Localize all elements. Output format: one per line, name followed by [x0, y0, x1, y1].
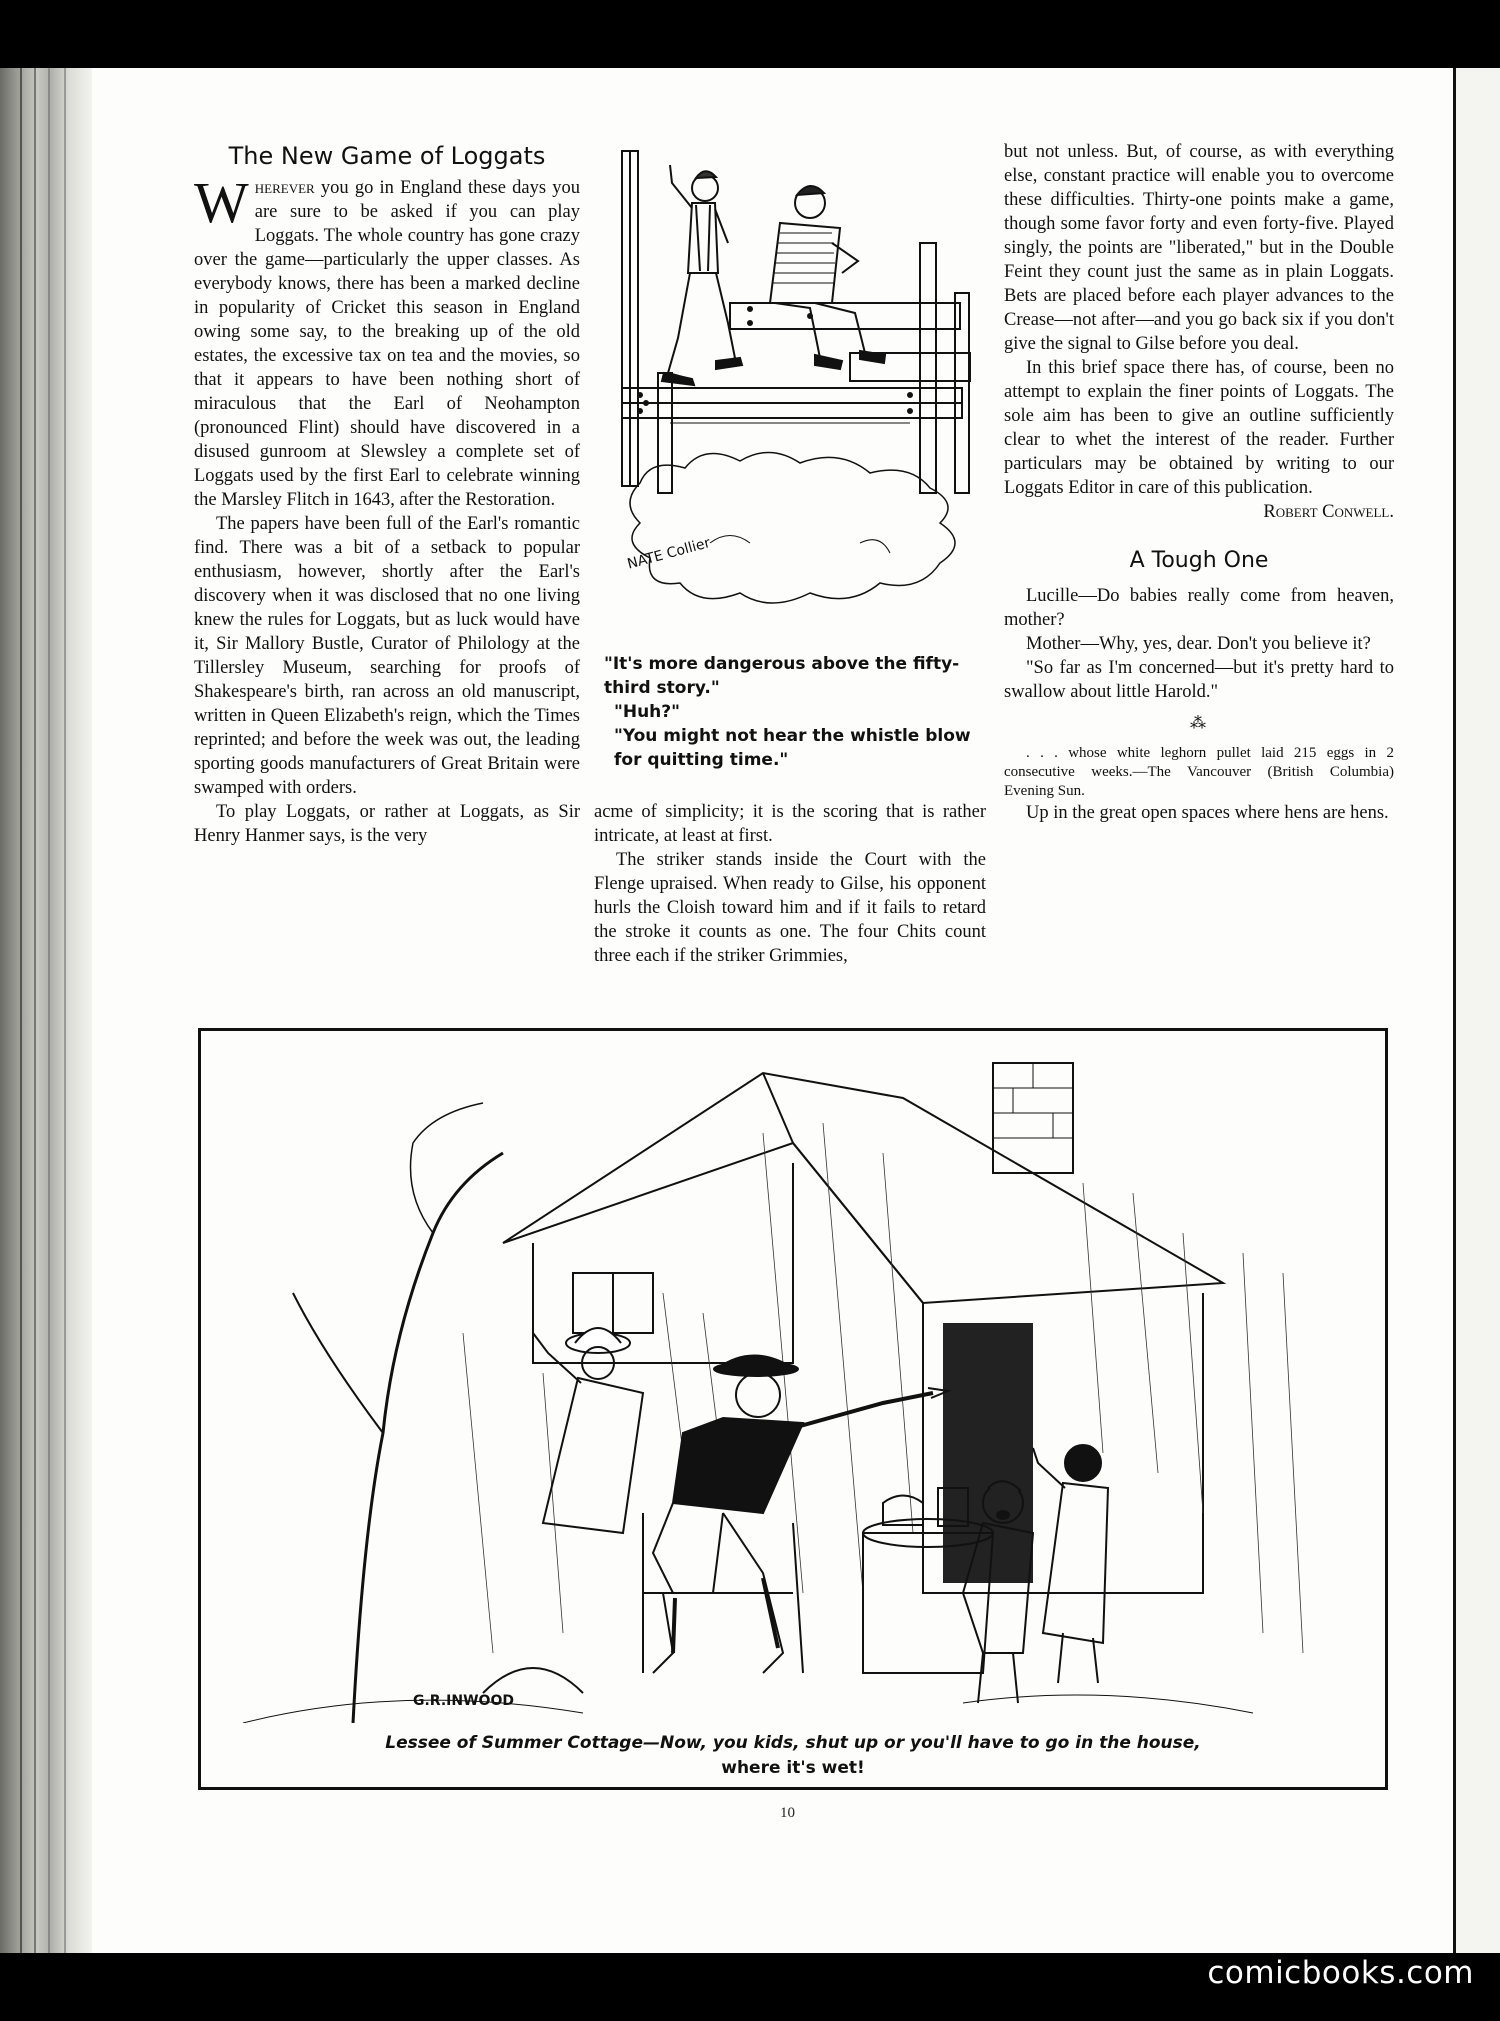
- caption-line-1: Lessee of Summer Cottage—Now, you kids, shut up or you'll have to go in the house,: [385, 1733, 1201, 1753]
- clipping-text: . . . whose white leghorn pullet laid 215 eggs in 2 consecutive weeks.—The Vancouver (British Columbia) Evening Sun.: [1004, 745, 1394, 799]
- cartoon-signature: NATE Collier: [625, 535, 713, 573]
- hens-remark: Up in the great open spaces where hens are hens.: [1026, 803, 1389, 823]
- tough-one-title: A Tough One: [1129, 548, 1269, 573]
- caption-line-3: "You might not hear the whistle blow for quitting time.": [614, 726, 971, 770]
- tough-one-line-2: Mother—Why, yes, dear. Don't you believe it?: [1026, 634, 1371, 654]
- cottage-illustration: [203, 1033, 1383, 1723]
- article-column-1: [194, 140, 580, 848]
- article-paragraph-4: acme of simplicity; it is the scoring that is rather intricate, at least at first.: [594, 802, 986, 846]
- article-paragraph-5: The striker stands inside the Court with the Flenge upraised. When ready to Gilse, his opponent hurls the Cloish toward him and if it fails to retard the stroke it counts as one. The four Chits count three each if the striker Grimmies,: [594, 850, 986, 966]
- article-paragraph-7: In this brief space there has, of course, been no attempt to explain the finer points of Loggats. The sole aim has been to give an outline sufficiently clear to whet the interest of the reader. Further particulars may be obtained by writing to our Loggats Editor in care of this publication. Robert Conwell.: [1004, 358, 1394, 522]
- cottage-cartoon-frame: [198, 1028, 1388, 1790]
- ornament-divider: ⁂: [1190, 715, 1208, 732]
- article-paragraph-3: To play Loggats, or rather at Loggats, as Sir Henry Hanmer says, is the very: [194, 802, 580, 846]
- cottage-cartoon-caption: [201, 1731, 1385, 1781]
- byline: Robert Conwell.: [1263, 502, 1394, 522]
- skyscraper-cartoon: [610, 143, 990, 643]
- book-binding: [0, 68, 92, 1953]
- skyscraper-illustration: [610, 143, 990, 643]
- cartoon-signature: G.R.INWOOD: [413, 1693, 514, 1709]
- lead-word: herever: [254, 178, 315, 198]
- article-paragraph-1: Wherever you go in England these days you are sure to be asked if you can play Loggats. The whole country has gone crazy over the game—particularly the upper classes. As everybody knows, there has been a marked decline in popularity of Cricket this season in England owing some say, to the breaking up of the old estates, the excessive tax on tea and the movies, so that it appears to have been nothing short of miraculous that the Earl of Neohampton (pronounced Flint) should have discovered in a disused gunroom at Slewsley a complete set of Loggats used by the first Earl to celebrate winning the Marsley Flitch in 1643, after the Restoration.: [194, 170, 581, 510]
- tough-one-line-1: Lucille—Do babies really come from heaven, mother?: [1004, 586, 1394, 630]
- caption-line-1: "It's more dangerous above the fifty-third story.": [604, 654, 960, 698]
- facing-page-edge: [1453, 68, 1500, 1953]
- article-paragraph-2: The papers have been full of the Earl's romantic find. There was a bit of a setback to popular enthusiasm, however, shortly after the Earl's discovery when it was disclosed that no one living knew the rules for Loggats, but as luck would have it, Sir Mallory Bustle, Curator of Philology at the Tillersley Museum, searching for proofs of Shakespeare's birth, ran across an old manuscript, written in Queen Elizabeth's reign, which the Times reprinted; and before the week was out, the leading sporting goods manufacturers of Great Britain were swamped with orders.: [194, 514, 580, 798]
- caption-line-2: where it's wet!: [721, 1758, 865, 1778]
- article-paragraph-6: but not unless. But, of course, as with everything else, constant practice will enable you to overcome these difficulties. Thirty-one points make a game, though some favor forty and even forty-five. Played singly, the points are "liberated," but in the Double Feint they count just the same as in plain Loggats. Bets are placed before each player advances to the Crease—not after—and you go back six if you don't give the signal to Gilse before you deal.: [1004, 142, 1394, 354]
- article-title: The New Game of Loggats: [228, 142, 546, 170]
- page-number: 10: [780, 1805, 795, 1821]
- caption-line-2: "Huh?": [614, 702, 681, 722]
- tough-one-line-3: "So far as I'm concerned—but it's pretty hard to swallow about little Harold.": [1004, 658, 1394, 702]
- drop-cap: W: [194, 170, 249, 235]
- top-cartoon-caption: [604, 652, 994, 772]
- article-column-3: [1004, 140, 1394, 825]
- site-watermark: comicbooks.com: [1207, 1955, 1474, 1991]
- article-column-2: [594, 800, 986, 968]
